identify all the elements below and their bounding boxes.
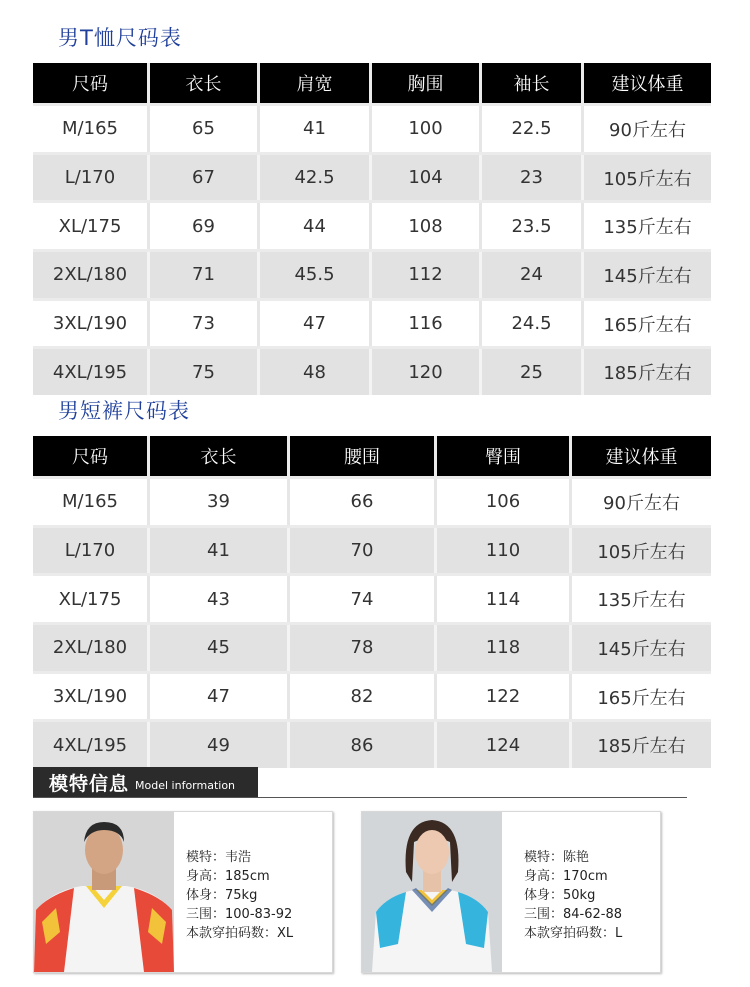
table-cell: 43 bbox=[150, 576, 290, 622]
table-cell: 165斤左右 bbox=[597, 687, 686, 709]
table-header-row bbox=[33, 436, 711, 476]
table-cell: 135斤左右 bbox=[597, 590, 686, 612]
table-cell: 90斤左右 bbox=[609, 119, 686, 141]
shorts-size-table bbox=[33, 436, 711, 758]
male-model-image bbox=[34, 812, 174, 972]
table-row bbox=[33, 576, 711, 622]
column-header: 肩宽 bbox=[260, 63, 372, 103]
table-cell: 114 bbox=[437, 576, 572, 622]
female-model-photo bbox=[362, 812, 502, 972]
table-cell: 66 bbox=[290, 479, 437, 525]
table-cell: 2XL/180 bbox=[33, 625, 150, 671]
table-cell: 65 bbox=[150, 106, 260, 152]
table-cell: L/170 bbox=[33, 155, 150, 201]
male-model-card bbox=[33, 811, 333, 973]
table-row bbox=[33, 722, 711, 768]
table-row bbox=[33, 625, 711, 671]
table-cell: XL/175 bbox=[33, 576, 150, 622]
table-cell: M/165 bbox=[33, 479, 150, 525]
table-cell: 39 bbox=[150, 479, 290, 525]
model-weight: 体身：50kg bbox=[524, 888, 596, 903]
table-cell: 120 bbox=[372, 349, 482, 395]
table-cell: 106 bbox=[437, 479, 572, 525]
table-row bbox=[33, 155, 711, 201]
table-cell: 122 bbox=[437, 674, 572, 720]
divider bbox=[33, 797, 687, 798]
table-cell: 69 bbox=[150, 203, 260, 249]
table-cell: 165斤左右 bbox=[603, 314, 692, 336]
column-header: 胸围 bbox=[372, 63, 482, 103]
table-cell: 78 bbox=[290, 625, 437, 671]
table-row bbox=[33, 674, 711, 720]
column-header: 衣长 bbox=[150, 436, 290, 476]
model-info-subtitle: Model information bbox=[135, 778, 236, 792]
model-height: 身高：170cm bbox=[524, 869, 608, 884]
table-cell: 108 bbox=[372, 203, 482, 249]
tshirt-size-chart-title: 男T恤尺码表 bbox=[58, 26, 182, 50]
table-cell: 86 bbox=[290, 722, 437, 768]
table-cell: 22.5 bbox=[482, 106, 584, 152]
table-cell: 82 bbox=[290, 674, 437, 720]
column-header: 袖长 bbox=[482, 63, 584, 103]
table-cell: 67 bbox=[150, 155, 260, 201]
model-name: 模特：韦浩 bbox=[186, 850, 252, 865]
table-cell: 116 bbox=[372, 301, 482, 347]
table-cell: 100 bbox=[372, 106, 482, 152]
table-cell: 124 bbox=[437, 722, 572, 768]
model-weight: 体身：75kg bbox=[186, 888, 258, 903]
shorts-size-chart-title: 男短裤尺码表 bbox=[58, 399, 190, 423]
table-row bbox=[33, 203, 711, 249]
column-header: 尺码 bbox=[33, 436, 150, 476]
table-cell: 185斤左右 bbox=[603, 363, 692, 385]
table-cell: 145斤左右 bbox=[603, 265, 692, 287]
table-row bbox=[33, 479, 711, 525]
table-cell: 90斤左右 bbox=[603, 492, 680, 514]
model-measurements: 三围：84-62-88 bbox=[524, 907, 623, 922]
table-cell: 2XL/180 bbox=[33, 252, 150, 298]
table-cell: 41 bbox=[260, 106, 372, 152]
table-cell: 73 bbox=[150, 301, 260, 347]
column-header: 腰围 bbox=[290, 436, 437, 476]
table-cell: 49 bbox=[150, 722, 290, 768]
table-cell: 44 bbox=[260, 203, 372, 249]
table-cell: 41 bbox=[150, 528, 290, 574]
table-cell: 4XL/195 bbox=[33, 722, 150, 768]
table-row bbox=[33, 252, 711, 298]
table-cell: 24 bbox=[482, 252, 584, 298]
table-cell: M/165 bbox=[33, 106, 150, 152]
female-model-card bbox=[361, 811, 661, 973]
table-cell: 105斤左右 bbox=[597, 541, 686, 563]
model-info-header bbox=[33, 767, 258, 797]
column-header: 建议体重 bbox=[605, 447, 678, 468]
model-size: 本款穿拍码数：XL bbox=[186, 926, 294, 941]
table-cell: 47 bbox=[260, 301, 372, 347]
table-cell: 25 bbox=[482, 349, 584, 395]
table-cell: 45.5 bbox=[260, 252, 372, 298]
table-cell: 104 bbox=[372, 155, 482, 201]
model-info-title: 模特信息 bbox=[49, 772, 130, 795]
table-cell: 75 bbox=[150, 349, 260, 395]
table-cell: 45 bbox=[150, 625, 290, 671]
male-model-info bbox=[186, 848, 293, 943]
table-cell: 42.5 bbox=[260, 155, 372, 201]
column-header: 建议体重 bbox=[611, 74, 684, 95]
column-header: 衣长 bbox=[150, 63, 260, 103]
table-cell: 110 bbox=[437, 528, 572, 574]
table-cell: 24.5 bbox=[482, 301, 584, 347]
model-measurements: 三围：100-83-92 bbox=[186, 907, 293, 922]
table-cell: 3XL/190 bbox=[33, 674, 150, 720]
male-model-photo bbox=[34, 812, 174, 972]
model-height: 身高：185cm bbox=[186, 869, 270, 884]
column-header: 臀围 bbox=[437, 436, 572, 476]
table-cell: 71 bbox=[150, 252, 260, 298]
table-cell: 23 bbox=[482, 155, 584, 201]
table-cell: 70 bbox=[290, 528, 437, 574]
tshirt-size-table bbox=[33, 63, 711, 385]
model-size: 本款穿拍码数：L bbox=[524, 926, 623, 941]
column-header: 尺码 bbox=[33, 63, 150, 103]
table-cell: L/170 bbox=[33, 528, 150, 574]
table-row bbox=[33, 528, 711, 574]
table-cell: 185斤左右 bbox=[597, 736, 686, 758]
table-cell: 48 bbox=[260, 349, 372, 395]
model-name: 模特：陈艳 bbox=[524, 850, 590, 865]
table-cell: 47 bbox=[150, 674, 290, 720]
table-cell: 23.5 bbox=[482, 203, 584, 249]
table-cell: 105斤左右 bbox=[603, 168, 692, 190]
table-row bbox=[33, 301, 711, 347]
table-cell: 118 bbox=[437, 625, 572, 671]
table-cell: 74 bbox=[290, 576, 437, 622]
table-row bbox=[33, 106, 711, 152]
table-cell: 3XL/190 bbox=[33, 301, 150, 347]
table-cell: 112 bbox=[372, 252, 482, 298]
table-cell: 135斤左右 bbox=[603, 217, 692, 239]
table-cell: 4XL/195 bbox=[33, 349, 150, 395]
table-cell: 145斤左右 bbox=[597, 638, 686, 660]
table-row bbox=[33, 349, 711, 395]
table-header-row bbox=[33, 63, 711, 103]
table-cell: XL/175 bbox=[33, 203, 150, 249]
female-model-info bbox=[524, 848, 622, 943]
female-model-image bbox=[362, 812, 502, 972]
